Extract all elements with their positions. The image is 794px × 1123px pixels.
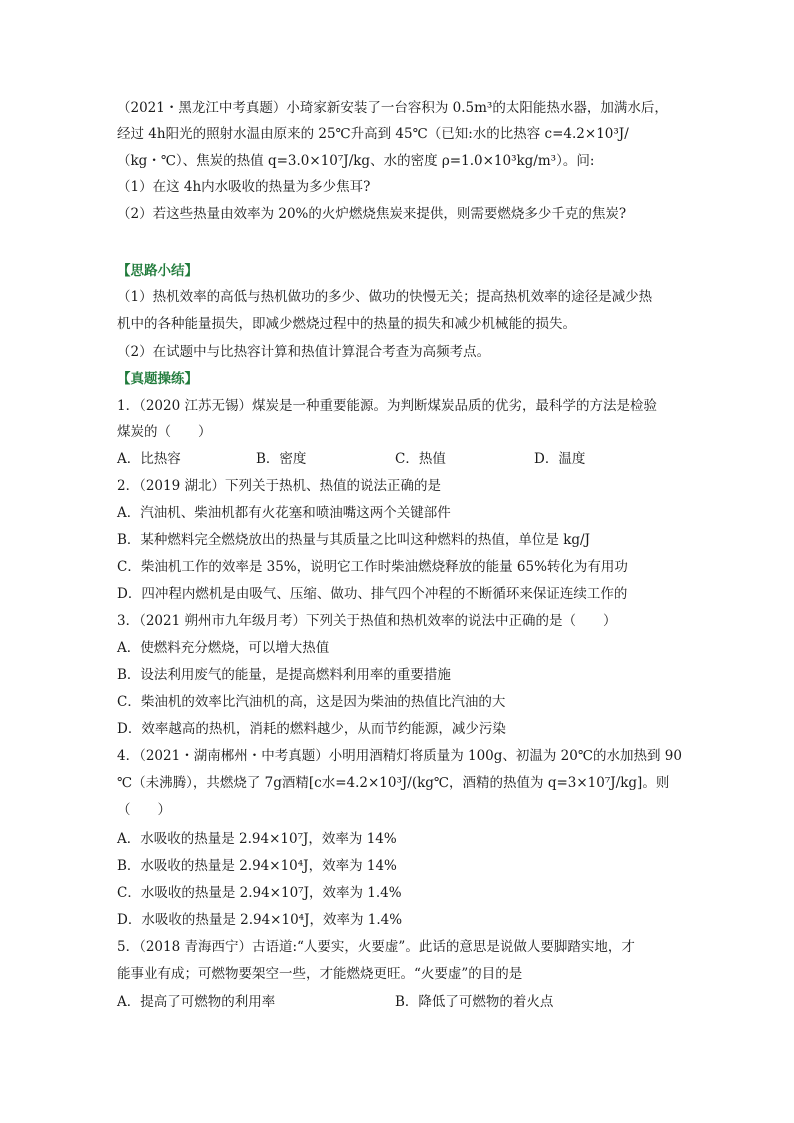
problem-line: 经过 4h阳光的照射水温由原来的 25℃升高到 45℃（已知:水的比热容 c=4.2×10³J/ [117,126,629,142]
option-b: B．某种燃料完全燃烧放出的热量与其质量之比叫这种燃料的热值，单位是 kg/J [117,532,590,548]
option-c: C．柴油机工作的效率是 35%，说明它工作时柴油燃烧释放的能量 65%转化为有用功 [117,559,628,575]
option-b: B．密度 [256,451,307,467]
question-stem: 4．（2021・湖南郴州・中考真题）小明用酒精灯将质量为 100g、初温为 20℃的水加热到 90 [117,748,682,764]
question-stem: 1．（2020 江苏无锡）煤炭是一种重要能源。为判断煤炭品质的优劣，最科学的方法是检验 [117,398,657,414]
question-stem: 2．（2019 湖北）下列关于热机、热值的说法正确的是 [117,478,441,494]
option-a: A．汽油机、柴油机都有火花塞和喷油嘴这两个关键部件 [117,505,451,521]
option-c: C．水吸收的热量是 2.94×10⁷J，效率为 1.4% [117,885,402,901]
summary-heading: 【思路小结】 [117,263,198,279]
problem-line: （2021・黑龙江中考真题）小琦家新安装了一台容积为 0.5m³的太阳能热水器，加满水后， [117,100,668,116]
summary-line: （2）在试题中与比热容计算和热值计算混合考查为高频考点。 [117,344,491,360]
option-d: D．四冲程内燃机是由吸气、压缩、做功、排气四个冲程的不断循环来保证连续工作的 [117,586,628,602]
option-c: C．柴油机的效率比汽油机的高，这是因为柴油的热值比汽油的大 [117,694,506,710]
summary-line: 机中的各种能量损失，即减少燃烧过程中的热量的损失和减少机械能的损失。 [117,316,576,332]
option-b: B．降低了可燃物的着火点 [395,994,554,1010]
option-d: D．水吸收的热量是 2.94×10⁴J，效率为 1.4% [117,912,403,928]
problem-subquestion: （1）在这 4h内水吸收的热量为多少焦耳? [117,179,371,195]
option-a: A．比热容 [117,451,181,467]
option-a: A．水吸收的热量是 2.94×10⁷J，效率为 14% [117,831,397,847]
option-d: D．效率越高的热机，消耗的燃料越少，从而节约能源，减少污染 [117,721,506,737]
option-a: A．使燃料充分燃烧，可以增大热值 [117,640,330,656]
problem-line: （kg・℃）、焦炭的热值 q=3.0×10⁷J/kg、水的密度 ρ=1.0×10³kg/m³）。问: [117,153,595,169]
summary-line: （1）热机效率的高低与热机做功的多少、做功的快慢无关；提高热机效率的途径是减少热 [117,289,653,305]
question-stem: （ ） [117,802,171,818]
question-stem: 煤炭的（ ） [117,424,212,440]
option-d: D．温度 [534,451,586,467]
option-c: C．热值 [395,451,446,467]
question-stem: 3．（2021 朔州市九年级月考）下列关于热值和热机效率的说法中正确的是（ ） [117,613,617,629]
option-b: B．设法利用废气的能量，是提高燃料利用率的重要措施 [117,667,451,683]
option-b: B．水吸收的热量是 2.94×10⁴J，效率为 14% [117,858,397,874]
question-stem: 能事业有成；可燃物要架空一些，才能燃烧更旺。“火要虚”的目的是 [117,966,523,982]
practice-heading: 【真题操练】 [117,371,198,387]
question-stem: ℃（未沸腾），共燃烧了 7g酒精[c水=4.2×10³J/(kg℃，酒精的热值为 q=3×10⁷J/kg]。则 [117,775,670,791]
problem-subquestion: （2）若这些热量由效率为 20%的火炉燃烧焦炭来提供，则需要燃烧多少千克的焦炭? [117,206,627,222]
question-stem: 5．（2018 青海西宁）古语道:“人要实，火要虚”。此话的意思是说做人要脚踏实地，才 [117,939,635,955]
option-a: A．提高了可燃物的利用率 [117,994,276,1010]
